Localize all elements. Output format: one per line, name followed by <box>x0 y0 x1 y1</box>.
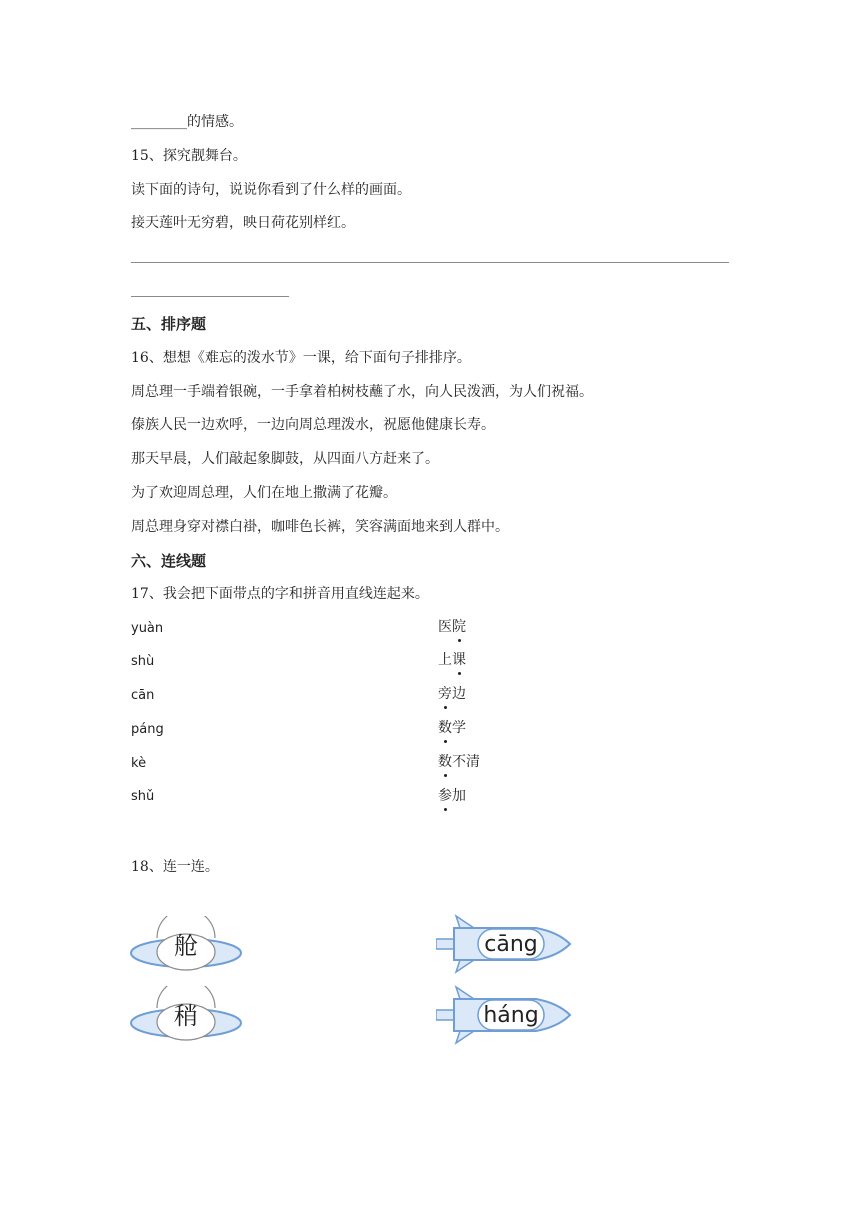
word-char: 参 <box>438 787 452 805</box>
emphasis-dot <box>444 706 447 709</box>
pinyin-item[interactable]: yuàn <box>131 621 164 636</box>
pinyin-item[interactable]: shù <box>131 654 155 669</box>
planet-char: 舱 <box>174 932 198 960</box>
sort-sentence-4: 为了欢迎周总理，人们在地上撒满了花瓣。 <box>131 485 397 501</box>
q15-instruction: 读下面的诗句，说说你看到了什么样的画面。 <box>131 182 411 198</box>
q15-poem: 接天莲叶无穷碧，映日荷花别样红。 <box>131 215 355 231</box>
section-heading-matching: 六、连线题 <box>131 552 207 570</box>
q18-title: 18、连一连。 <box>131 859 219 875</box>
emphasis-dot <box>458 672 461 675</box>
pinyin-item[interactable]: kè <box>131 756 147 771</box>
word-char: 数 <box>438 719 452 737</box>
q16-title: 16、想想《难忘的泼水节》一课，给下面句子排排序。 <box>131 350 471 366</box>
planet-card[interactable] <box>129 916 245 976</box>
word-item[interactable] <box>438 753 480 771</box>
word-char: 院 <box>452 618 466 636</box>
sort-sentence-1: 周总理一手端着银碗，一手拿着柏树枝蘸了水，向人民泼洒，为人们祝福。 <box>131 384 593 400</box>
sort-sentence-5: 周总理身穿对襟白褂，咖啡色长裤，笑容满面地来到人群中。 <box>131 519 509 535</box>
word-char: 不 <box>452 754 466 770</box>
word-char: 清 <box>466 754 480 770</box>
word-item[interactable] <box>438 685 466 703</box>
word-item[interactable] <box>438 719 466 737</box>
planet-char: 稍 <box>174 1002 198 1030</box>
answer-line-1[interactable] <box>131 262 729 263</box>
rocket-pinyin: háng <box>483 1003 539 1028</box>
word-item[interactable] <box>438 618 466 636</box>
pinyin-item[interactable]: cān <box>131 688 155 703</box>
q17-title: 17、我会把下面带点的字和拼音用直线连起来。 <box>131 586 429 602</box>
emphasis-dot <box>444 808 447 811</box>
word-char: 医 <box>438 619 452 635</box>
sort-sentence-3: 那天早晨，人们敲起象脚鼓，从四面八方赶来了。 <box>131 451 439 467</box>
emphasis-dot <box>458 639 461 642</box>
word-char: 数 <box>438 753 452 771</box>
q14-tail-text: ________的情感。 <box>131 114 243 130</box>
answer-line-2[interactable] <box>131 296 289 297</box>
word-char: 旁 <box>438 685 452 703</box>
pinyin-item[interactable]: shǔ <box>131 789 155 804</box>
word-char: 上 <box>438 652 452 668</box>
q15-title: 15、探究靓舞台。 <box>131 148 247 164</box>
rocket-card[interactable] <box>436 985 574 1047</box>
sort-sentence-2: 傣族人民一边欢呼，一边向周总理泼水，祝愿他健康长寿。 <box>131 417 495 433</box>
emphasis-dot <box>444 774 447 777</box>
rocket-pinyin: cāng <box>484 932 538 957</box>
section-heading-sorting: 五、排序题 <box>131 315 207 333</box>
emphasis-dot <box>444 740 447 743</box>
word-char: 加 <box>452 788 466 804</box>
planet-card[interactable] <box>129 986 245 1046</box>
rocket-card[interactable] <box>436 914 574 976</box>
pinyin-item[interactable]: páng <box>131 722 164 737</box>
word-char: 边 <box>452 686 466 702</box>
word-char: 课 <box>452 651 466 669</box>
word-char: 学 <box>452 720 466 736</box>
word-item[interactable] <box>438 787 466 805</box>
word-item[interactable] <box>438 651 466 669</box>
